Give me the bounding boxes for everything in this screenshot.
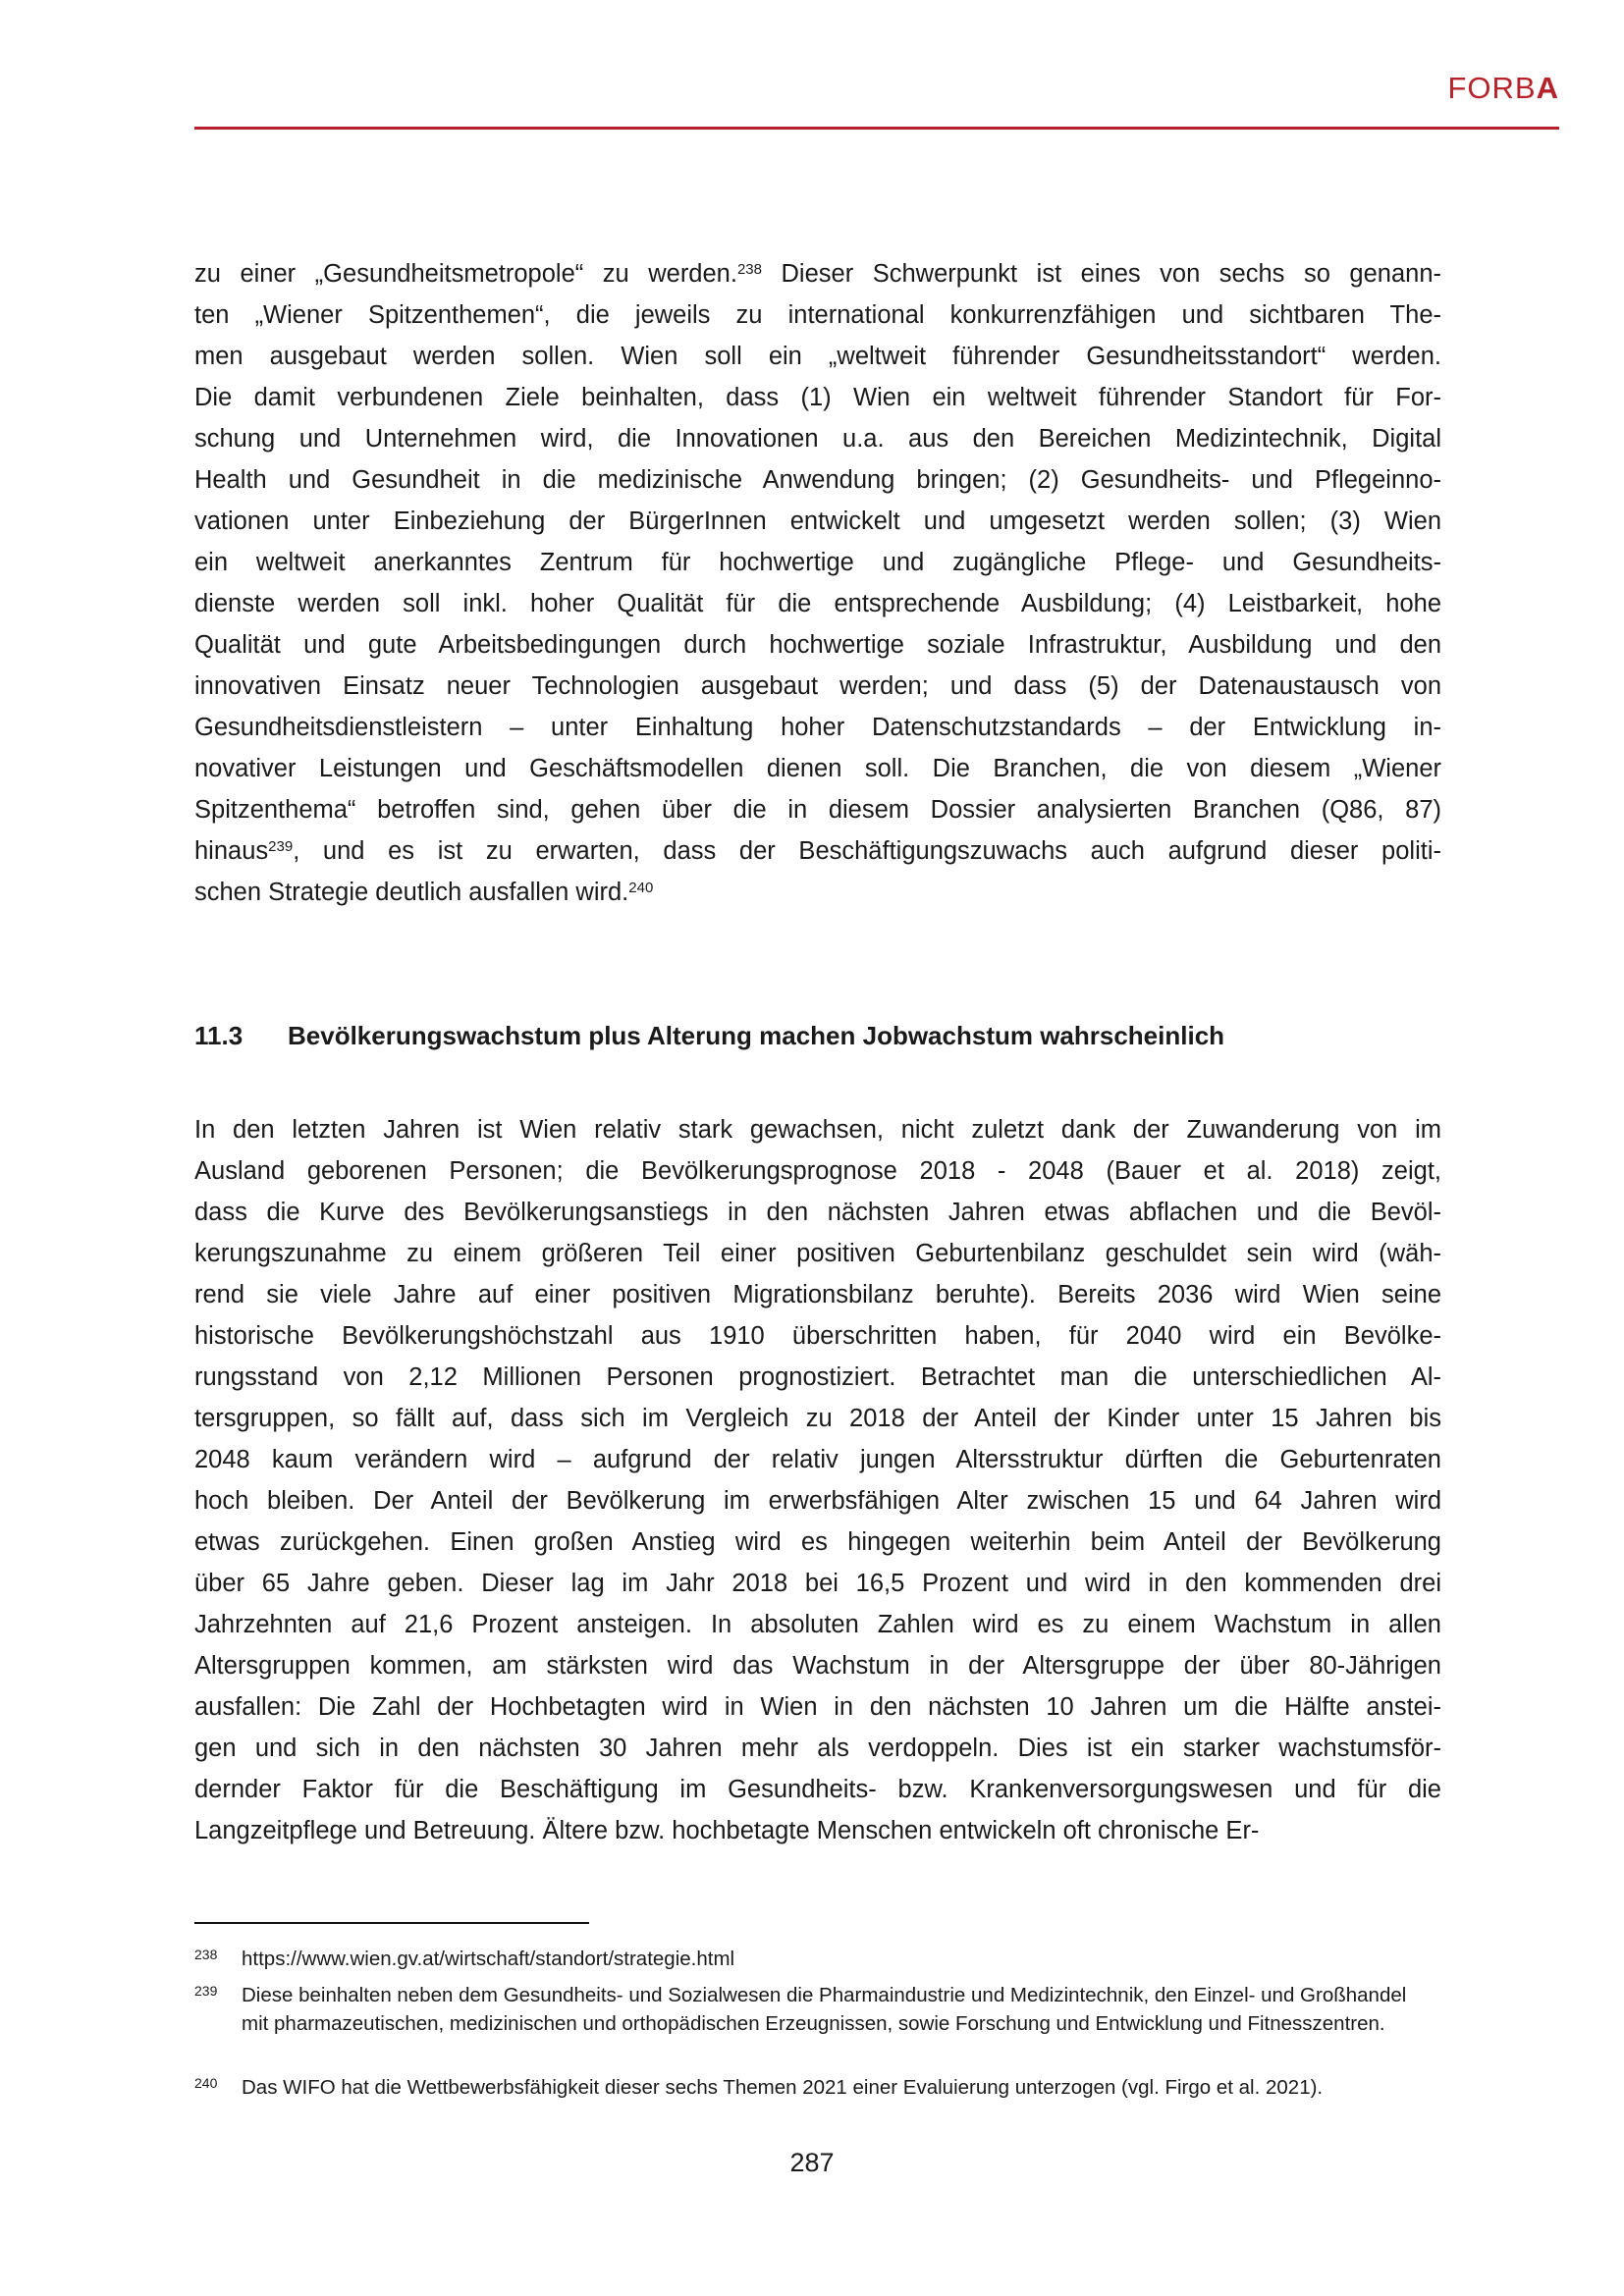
text-line (194, 1563, 1441, 1604)
text-run: hinaus (194, 837, 269, 865)
footnote-238 (194, 1945, 1441, 1973)
text-line (194, 294, 1441, 336)
text-run: kerungszunahme zu einem größeren Teil einer positiven Geburtenbilanz geschuldet sein wird (wäh- (194, 1240, 1441, 1267)
footnote-number: 240 (194, 2075, 218, 2091)
text-line (194, 459, 1441, 501)
text-line-content (194, 872, 1441, 913)
text-line (194, 1439, 1441, 1480)
text-line-content (194, 1150, 1441, 1192)
text-line (194, 1398, 1441, 1439)
text-run: Gesundheitsdienstleistern – unter Einhaltung hoher Datenschutzstandards – der Entwicklung in- (194, 714, 1441, 741)
text-run: ten „Wiener Spitzenthemen“, die jeweils zu international konkurrenzfähigen und sichtbaren The- (194, 301, 1441, 329)
text-line-content (194, 377, 1441, 418)
footnote-number: 238 (194, 1947, 218, 1962)
text-line-content (194, 459, 1441, 501)
text-line-content (194, 789, 1441, 830)
text-line-content (194, 1315, 1441, 1357)
text-run: innovativen Einsatz neuer Technologien ausgebaut werden; und dass (5) der Datenaustausch von (194, 672, 1441, 700)
footnote-text: Diese beinhalten neben dem Gesundheits- und Sozialwesen die Pharmaindustrie und Medizintechnik, den Einzel- und Großhandel mit pharmazeutischen, medizinischen und orthopädischen Erzeugnissen, sowie Forschung und Entwicklung und Fitnesszentren. (242, 1984, 1407, 2035)
text-run: historische Bevölkerungshöchstzahl aus 1910 überschritten haben, für 2040 wird ein Bevölke- (194, 1322, 1441, 1350)
text-line-content (194, 1645, 1441, 1686)
footnote-rule (194, 1922, 589, 1924)
text-run: Die damit verbundenen Ziele beinhalten, dass (1) Wien ein weltweit führender Standort für For- (194, 384, 1441, 411)
text-run: etwas zurückgehen. Einen großen Anstieg wird es hingegen weiterhin beim Anteil der Bevölkerung (194, 1528, 1441, 1556)
footnote-reference[interactable]: 238 (736, 261, 762, 278)
footnote-reference[interactable]: 239 (268, 838, 294, 855)
text-line (194, 1604, 1441, 1645)
text-run: gen und sich in den nächsten 30 Jahren mehr als verdoppeln. Dies ist ein starker wachstumsför- (194, 1735, 1441, 1762)
text-line (194, 1315, 1441, 1357)
text-line-content (194, 1563, 1441, 1604)
text-line (194, 1357, 1441, 1398)
text-run: ausfallen: Die Zahl der Hochbetagten wird in Wien in den nächsten 10 Jahren um die Hälfte anstei- (194, 1693, 1441, 1721)
text-run: ein weltweit anerkanntes Zentrum für hochwertige und zugängliche Pflege- und Gesundheits- (194, 549, 1441, 576)
text-run: dass die Kurve des Bevölkerungsanstiegs in den nächsten Jahren etwas abflachen und die Bevöl- (194, 1199, 1441, 1226)
text-run: dienste werden soll inkl. hoher Qualität für die entsprechende Ausbildung; (4) Leistbarkeit, hohe (194, 590, 1441, 617)
text-line (194, 1480, 1441, 1522)
text-line-content (194, 253, 1441, 294)
text-line (194, 1274, 1441, 1315)
text-run: Altersgruppen kommen, am stärksten wird das Wachstum in der Altersgruppe der über 80-Jährigen (194, 1652, 1441, 1680)
text-line-content (194, 830, 1441, 872)
text-line-content (194, 294, 1441, 336)
text-line-content (194, 1686, 1441, 1728)
text-line-content (194, 418, 1441, 459)
text-line (194, 872, 1441, 913)
text-line (194, 1233, 1441, 1274)
text-line (194, 707, 1441, 748)
text-run: über 65 Jahre geben. Dieser lag im Jahr 2018 bei 16,5 Prozent und wird in den kommenden drei (194, 1570, 1441, 1597)
text-line-content (194, 501, 1441, 542)
text-line (194, 1810, 1441, 1851)
text-line-content (194, 1769, 1441, 1810)
header-rule (194, 127, 1559, 130)
text-line-content (194, 707, 1441, 748)
text-line-content (194, 583, 1441, 624)
text-run: In den letzten Jahren ist Wien relativ stark gewachsen, nicht zuletzt dank der Zuwanderung von im (194, 1116, 1441, 1144)
text-line (194, 253, 1441, 294)
text-line-content (194, 624, 1441, 666)
text-line (194, 1686, 1441, 1728)
text-run: Ausland geborenen Personen; die Bevölkerungsprognose 2018 - 2048 (Bauer et al. 2018) zeigt, (194, 1157, 1441, 1185)
page-number: 287 (789, 2148, 835, 2177)
text-line-content (194, 748, 1441, 789)
paragraph-gesundheitsmetropole (194, 253, 1441, 913)
text-run: vationen unter Einbeziehung der BürgerInnen entwickelt und umgesetzt werden sollen; (3) Wien (194, 507, 1441, 535)
section-heading (194, 1021, 1224, 1051)
footnote-text[interactable]: https://www.wien.gv.at/wirtschaft/standort/strategie.html (242, 1948, 735, 1970)
text-line (194, 542, 1441, 583)
footnote-240 (194, 2073, 1430, 2102)
text-run: Health und Gesundheit in die medizinische Anwendung bringen; (2) Gesundheits- und Pflegeinno- (194, 466, 1441, 494)
text-run: novativer Leistungen und Geschäftsmodellen dienen soll. Die Branchen, die von diesem „Wiener (194, 755, 1441, 782)
text-line-content (194, 1728, 1441, 1769)
text-line-content (194, 1192, 1441, 1233)
footnote-number: 239 (194, 1983, 218, 1999)
text-line (194, 624, 1441, 666)
text-line (194, 666, 1441, 707)
paragraph-bevoelkerung (194, 1109, 1441, 1851)
text-line (194, 418, 1441, 459)
text-line-content (194, 1439, 1441, 1480)
text-run: zu einer „Gesundheitsmetropole“ zu werden. (194, 260, 737, 288)
text-line (194, 1192, 1441, 1233)
text-run: schen Strategie deutlich ausfallen wird. (194, 879, 629, 906)
footnote-text: Das WIFO hat die Wettbewerbsfähigkeit dieser sechs Themen 2021 einer Evaluierung unterzogen (vgl. Firgo et al. 2021). (242, 2076, 1324, 2099)
logo-accent: A (1536, 71, 1559, 105)
text-run: rend sie viele Jahre auf einer positiven Migrationsbilanz beruhte). Bereits 2036 wird Wien seine (194, 1281, 1441, 1308)
text-line-content (194, 1109, 1441, 1150)
text-run: 2048 kaum verändern wird – aufgrund der relativ jungen Altersstruktur dürften die Geburtenraten (194, 1446, 1441, 1473)
text-run: Dieser Schwerpunkt ist eines von sechs so genann- (761, 260, 1441, 288)
text-line (194, 1150, 1441, 1192)
text-run: hoch bleiben. Der Anteil der Bevölkerung im erwerbsfähigen Alter zwischen 15 und 64 Jahren wird (194, 1487, 1441, 1515)
forba-logo (1447, 71, 1559, 106)
text-line (194, 336, 1441, 377)
text-run: Jahrzehnten auf 21,6 Prozent ansteigen. In absoluten Zahlen wird es zu einem Wachstum in allen (194, 1611, 1441, 1638)
text-run: tersgruppen, so fällt auf, dass sich im Vergleich zu 2018 der Anteil der Kinder unter 15 Jahren bis (194, 1405, 1441, 1432)
text-line-content (194, 1522, 1441, 1563)
text-line (194, 1522, 1441, 1563)
text-run: men ausgebaut werden sollen. Wien soll ein „weltweit führender Gesundheitsstandort“ werden. (194, 343, 1441, 370)
text-line-content (194, 542, 1441, 583)
text-line (194, 1645, 1441, 1686)
section-number: 11.3 (194, 1021, 244, 1050)
text-line-content (194, 1480, 1441, 1522)
text-run: dernder Faktor für die Beschäftigung im Gesundheits- bzw. Krankenversorgungswesen und für die (194, 1776, 1441, 1803)
text-line (194, 501, 1441, 542)
text-line (194, 377, 1441, 418)
section-title: Bevölkerungswachstum plus Alterung machen Jobwachstum wahrscheinlich (288, 1021, 1225, 1050)
text-line-content (194, 1233, 1441, 1274)
text-run: Spitzenthema“ betroffen sind, gehen über die in diesem Dossier analysierten Branchen (Q86, 87) (194, 796, 1441, 824)
text-line (194, 1109, 1441, 1150)
text-line-content (194, 336, 1441, 377)
text-line-content (194, 1274, 1441, 1315)
footnote-reference[interactable]: 240 (628, 880, 654, 896)
text-line (194, 1769, 1441, 1810)
text-line (194, 748, 1441, 789)
text-line-content (194, 1810, 1441, 1851)
text-line-content (194, 1357, 1441, 1398)
text-line-content (194, 666, 1441, 707)
text-line (194, 789, 1441, 830)
text-line (194, 830, 1441, 872)
text-run: rungsstand von 2,12 Millionen Personen prognostiziert. Betrachtet man die unterschiedlichen Al- (194, 1363, 1441, 1391)
text-line (194, 1728, 1441, 1769)
logo-text: FORB (1447, 71, 1537, 105)
footnote-239 (194, 1981, 1430, 2038)
text-run: , und es ist zu erwarten, dass der Beschäftigungszuwachs auch aufgrund dieser politi- (293, 837, 1441, 865)
text-run: schung und Unternehmen wird, die Innovationen u.a. aus den Bereichen Medizintechnik, Digital (194, 425, 1441, 453)
text-line (194, 583, 1441, 624)
text-line-content (194, 1604, 1441, 1645)
text-run: Qualität und gute Arbeitsbedingungen durch hochwertige soziale Infrastruktur, Ausbildung und den (194, 631, 1441, 659)
text-run: Langzeitpflege und Betreuung. Ältere bzw. hochbetagte Menschen entwickeln oft chronische Er- (194, 1817, 1260, 1844)
text-line-content (194, 1398, 1441, 1439)
